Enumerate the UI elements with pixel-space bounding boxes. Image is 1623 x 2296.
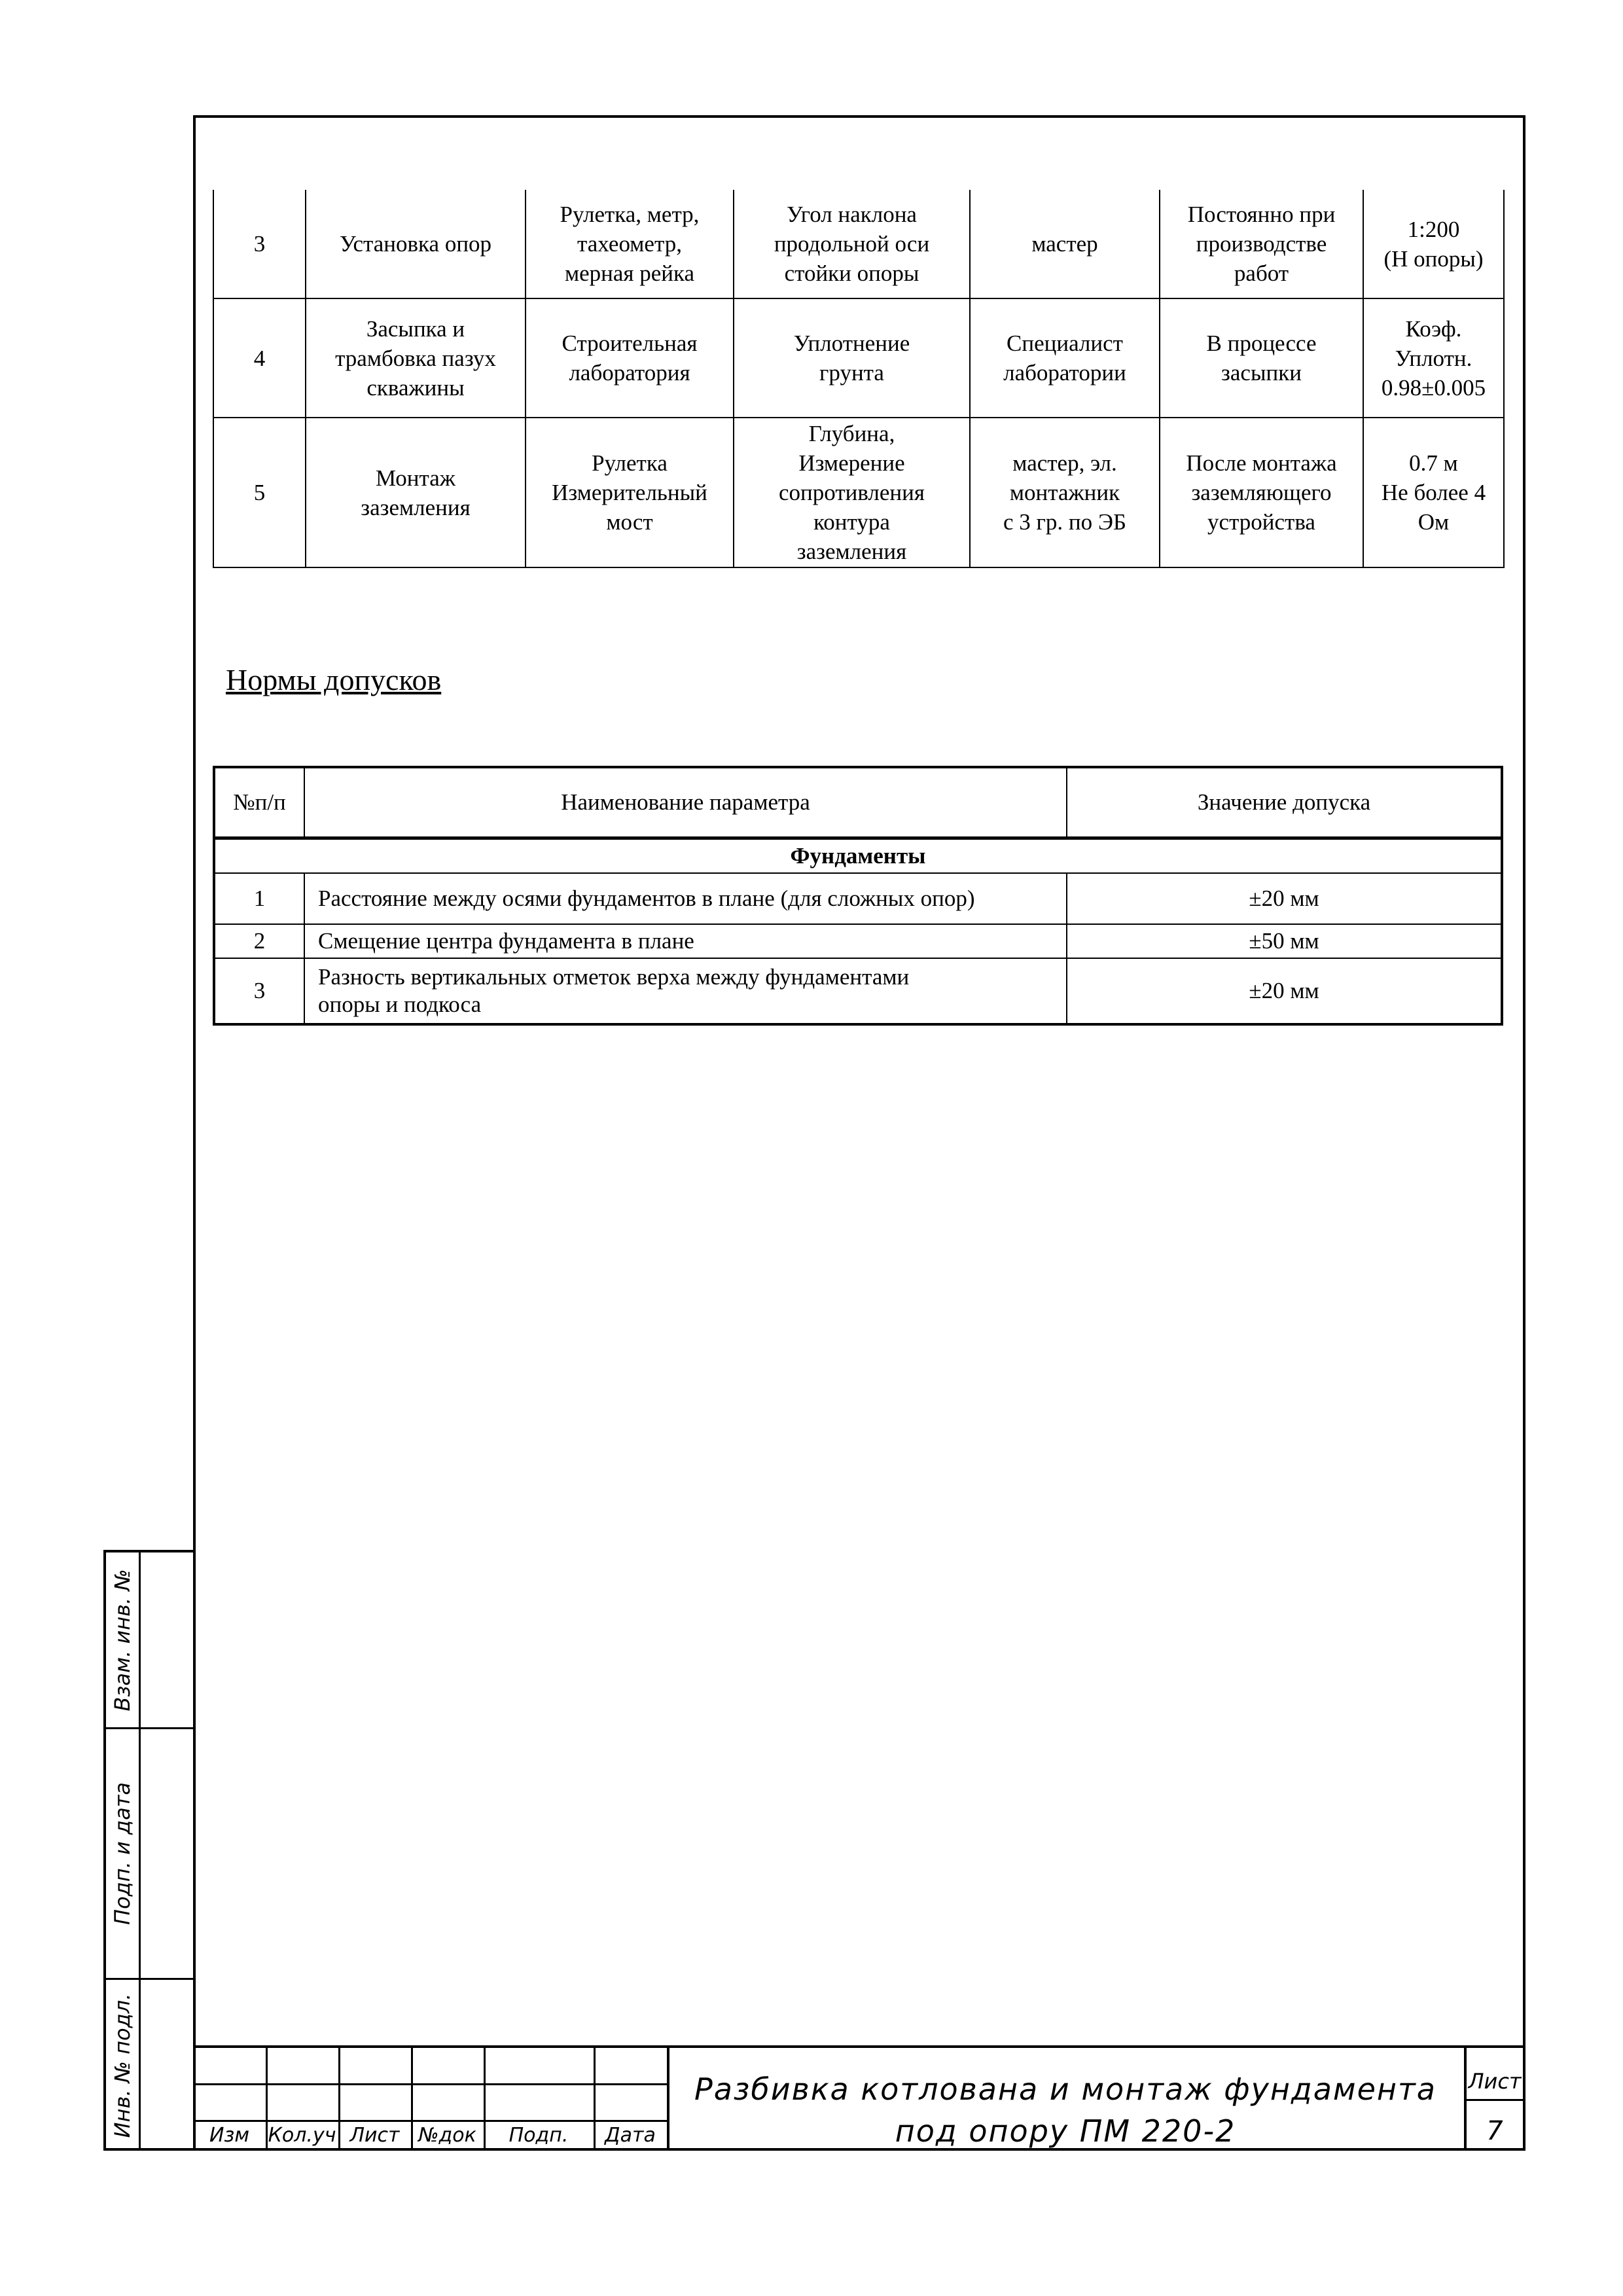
norm-cell: 0.7 м Не более 4 Ом bbox=[1363, 418, 1504, 567]
row-number: 4 bbox=[213, 298, 306, 418]
tools-cell: Рулетка, метр, тахеометр, мерная рейка bbox=[526, 190, 734, 298]
label-list: Лист bbox=[349, 2124, 400, 2147]
section-row bbox=[214, 838, 1502, 874]
side-label-inv: Инв. № подл. bbox=[110, 1993, 135, 2138]
norm-cell: 1:200 (Н опоры) bbox=[1363, 190, 1504, 298]
label-kol-uch: Кол.уч bbox=[268, 2124, 336, 2147]
table-row bbox=[213, 190, 1504, 298]
row-number: 5 bbox=[213, 418, 306, 567]
side-stamp bbox=[103, 1550, 194, 2151]
row-number: 1 bbox=[214, 873, 304, 924]
parameter-name: Смещение центра фундамента в плане bbox=[304, 924, 1067, 958]
label-ndok: №док bbox=[418, 2124, 476, 2147]
side-cell-podp bbox=[106, 1729, 194, 1980]
when-cell: В процессе засыпки bbox=[1160, 298, 1363, 418]
table-row bbox=[214, 873, 1502, 924]
side-label-vzam: Взам. инв. № bbox=[110, 1568, 135, 1712]
tolerance-value: ±20 мм bbox=[1067, 873, 1502, 924]
table-row bbox=[214, 958, 1502, 1024]
parameter-name: Разность вертикальных отметок верха между фундаментами опоры и подкоса bbox=[304, 958, 1067, 1024]
table-row bbox=[213, 298, 1504, 418]
document-title-line-1: Разбивка котлована и монтаж фундамента bbox=[694, 2072, 1436, 2107]
label-data: Дата bbox=[605, 2124, 656, 2147]
norm-cell: Коэф. Уплотн. 0.98±0.005 bbox=[1363, 298, 1504, 418]
tools-cell: Рулетка Измерительный мост bbox=[526, 418, 734, 567]
row-number: 2 bbox=[214, 924, 304, 958]
responsible-cell: мастер bbox=[970, 190, 1160, 298]
parameter-cell: Глубина, Измерение сопротивления контура заземления bbox=[734, 418, 970, 567]
column-header-number: №п/п bbox=[214, 767, 304, 838]
side-label-podp: Подп. и дата bbox=[110, 1782, 135, 1925]
norms-table bbox=[213, 766, 1501, 1026]
tolerance-value: ±50 мм bbox=[1067, 924, 1502, 958]
responsible-cell: Специалист лаборатории bbox=[970, 298, 1160, 418]
title-block bbox=[193, 2045, 1525, 2151]
sheet-number: 7 bbox=[1486, 2116, 1503, 2146]
responsible-cell: мастер, эл. монтажник с 3 гр. по ЭБ bbox=[970, 418, 1160, 567]
tools-cell: Строительная лаборатория bbox=[526, 298, 734, 418]
when-cell: После монтажа заземляющего устройства bbox=[1160, 418, 1363, 567]
parameter-name: Расстояние между осями фундаментов в плане (для сложных опор) bbox=[304, 873, 1067, 924]
operation-cell: Монтаж заземления bbox=[306, 418, 526, 567]
operation-cell: Установка опор bbox=[306, 190, 526, 298]
tolerance-value: ±20 мм bbox=[1067, 958, 1502, 1024]
operation-cell: Засыпка и трамбовка пазух скважины bbox=[306, 298, 526, 418]
column-header-value: Значение допуска bbox=[1067, 767, 1502, 838]
table-row bbox=[214, 924, 1502, 958]
label-izm: Изм bbox=[209, 2124, 250, 2147]
document-title-line-2: под опору ПМ 220-2 bbox=[895, 2113, 1236, 2149]
label-podp: Подп. bbox=[508, 2124, 569, 2147]
when-cell: Постоянно при производстве работ bbox=[1160, 190, 1363, 298]
row-number: 3 bbox=[213, 190, 306, 298]
table-row bbox=[213, 418, 1504, 567]
parameter-cell: Угол наклона продольной оси стойки опоры bbox=[734, 190, 970, 298]
section-title: Фундаменты bbox=[214, 838, 1502, 874]
section-heading: Нормы допусков bbox=[226, 663, 442, 696]
side-cell-vzam bbox=[106, 1552, 194, 1729]
parameter-cell: Уплотнение грунта bbox=[734, 298, 970, 418]
column-header-name: Наименование параметра bbox=[304, 767, 1067, 838]
control-table bbox=[213, 190, 1503, 567]
table-header-row bbox=[214, 767, 1502, 838]
sheet-label: Лист bbox=[1468, 2069, 1522, 2094]
row-number: 3 bbox=[214, 958, 304, 1024]
side-cell-inv bbox=[106, 1980, 194, 2151]
